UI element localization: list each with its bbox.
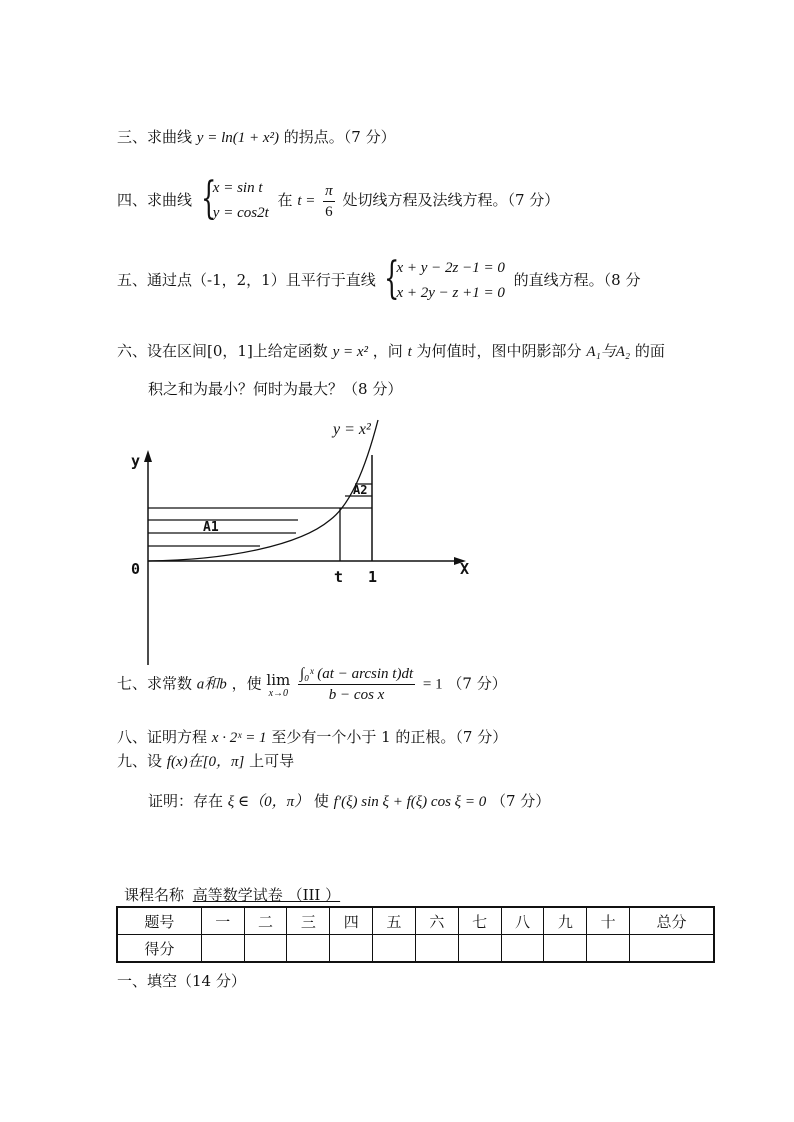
q4-row2: y = cos2t [212, 205, 269, 221]
q7-comma: ，使 [231, 674, 262, 693]
proof-xi: ξ ∈（0，π） [227, 794, 310, 810]
a1-label: A1 [203, 520, 219, 535]
q7-constants: a和b [196, 676, 227, 693]
q7-denominator: b − cos x [328, 687, 385, 703]
q6-areas: A₁与A₂ [586, 344, 631, 360]
q5-row2: x + 2y − z +1 = 0 [396, 285, 505, 301]
origin-label: 0 [131, 560, 141, 578]
question-7 [117, 664, 507, 705]
table-cell: 八 [501, 907, 544, 935]
question-9 [117, 750, 294, 771]
q7-lim-sub: x→0 [268, 687, 289, 699]
q7-suffix: （7 分） [447, 674, 507, 693]
brace-icon: { [384, 253, 400, 304]
q4-mid: 在 [277, 191, 293, 209]
question-5 [117, 253, 641, 306]
q4-suffix: 处切线方程及法线方程。（7 分） [342, 191, 560, 209]
q7-prefix: 七、求常数 [117, 674, 193, 693]
q7-lim: lim [266, 670, 291, 689]
q5-row1: x + y − 2z −1 = 0 [396, 260, 505, 276]
t-tick-label: t [334, 568, 344, 586]
proof-prefix: 证明：存在 [148, 792, 224, 810]
table-cell: 一 [201, 907, 244, 935]
score-input-cell[interactable] [287, 935, 330, 963]
q9-suffix: 上可导 [249, 752, 295, 770]
table-cell: 题号 [117, 907, 201, 935]
score-table [116, 906, 715, 963]
q5-prefix: 五、通过点（-1，2，1）且平行于直线 [117, 271, 376, 289]
brace-icon: { [200, 173, 217, 224]
q4-prefix: 四、求曲线 [117, 191, 193, 209]
table-cell: 三 [287, 907, 330, 935]
question-4 [117, 173, 560, 226]
question-6-line2: 积之和为最小？何时为最大？（8 分） [148, 380, 403, 398]
q8-suffix: 至少有一个小于 1 的正根。（7 分） [271, 728, 508, 746]
score-input-cell[interactable] [501, 935, 544, 963]
table-cell: 五 [373, 907, 416, 935]
table-cell: 得分 [117, 935, 201, 963]
score-input-cell[interactable] [544, 935, 587, 963]
question-1: 一、填空（14 分） [117, 972, 246, 990]
q7-fraction [298, 664, 415, 705]
q9-formula: f(x)在[0，π] [166, 754, 245, 770]
score-input-cell[interactable] [630, 935, 714, 963]
proof-suffix: （7 分） [491, 792, 551, 810]
q6-function: y = x² [332, 344, 369, 360]
question-6-line1 [117, 340, 665, 361]
score-header-row [117, 907, 714, 935]
table-cell: 四 [330, 907, 373, 935]
q4-frac-num: π [323, 181, 335, 202]
q3-formula: y = ln(1 + x²) [196, 130, 280, 146]
table-cell: 六 [415, 907, 458, 935]
a2-label: A2 [353, 483, 368, 497]
q5-system [384, 253, 505, 306]
question-8 [117, 726, 507, 747]
y-axis-arrow [144, 450, 152, 462]
course-name: 高等数学试卷 （III ） [192, 886, 341, 904]
q4-system [200, 173, 269, 226]
proof-use: 使 [313, 792, 329, 810]
q7-limit [266, 671, 290, 699]
x-axis-label: X [460, 560, 470, 578]
score-input-cell[interactable] [458, 935, 501, 963]
q4-frac-den: 6 [325, 203, 333, 220]
course-label: 课程名称 [124, 886, 185, 904]
q6-text-b: ，问 [372, 342, 403, 360]
score-input-cell[interactable] [244, 935, 287, 963]
q6-text-d: 的面 [634, 342, 665, 360]
score-input-cell[interactable] [415, 935, 458, 963]
proof-statement [148, 790, 550, 811]
score-input-cell[interactable] [201, 935, 244, 963]
q6-text-c: 为何值时，图中阴影部分 [416, 342, 582, 360]
question-3 [117, 126, 396, 147]
q5-suffix: 的直线方程。（8 分 [513, 271, 641, 289]
table-cell: 十 [587, 907, 630, 935]
q4-fraction [323, 181, 335, 222]
score-input-cell[interactable] [587, 935, 630, 963]
parabola-curve [148, 420, 378, 561]
score-input-cell[interactable] [330, 935, 373, 963]
table-cell: 总分 [630, 907, 714, 935]
table-cell: 七 [458, 907, 501, 935]
table-cell: 九 [544, 907, 587, 935]
q6-text-a: 六、设在区间[0，1]上给定函数 [117, 342, 328, 360]
score-value-row [117, 935, 714, 963]
q4-t-eq: t = [297, 193, 316, 209]
course-title [124, 884, 344, 905]
q8-prefix: 八、证明方程 [117, 728, 208, 746]
proof-formula: f′(ξ) sin ξ + f(ξ) cos ξ = 0 [333, 794, 487, 810]
q3-suffix: 的拐点。（7 分） [283, 128, 396, 146]
curve-label: y = x² [333, 421, 371, 438]
q6-t: t [407, 344, 412, 360]
one-tick-label: 1 [368, 568, 378, 586]
q9-prefix: 九、设 [117, 752, 163, 770]
q7-numerator: ∫₀ˣ (at − arcsin t)dt [298, 664, 415, 685]
score-input-cell[interactable] [373, 935, 416, 963]
q4-row1: x = sin t [212, 180, 263, 196]
table-cell: 二 [244, 907, 287, 935]
y-axis-label: y [131, 452, 141, 470]
q8-formula: x · 2ˣ = 1 [211, 730, 267, 746]
q3-prefix: 三、求曲线 [117, 128, 193, 146]
q7-eq: = 1 [422, 676, 443, 693]
